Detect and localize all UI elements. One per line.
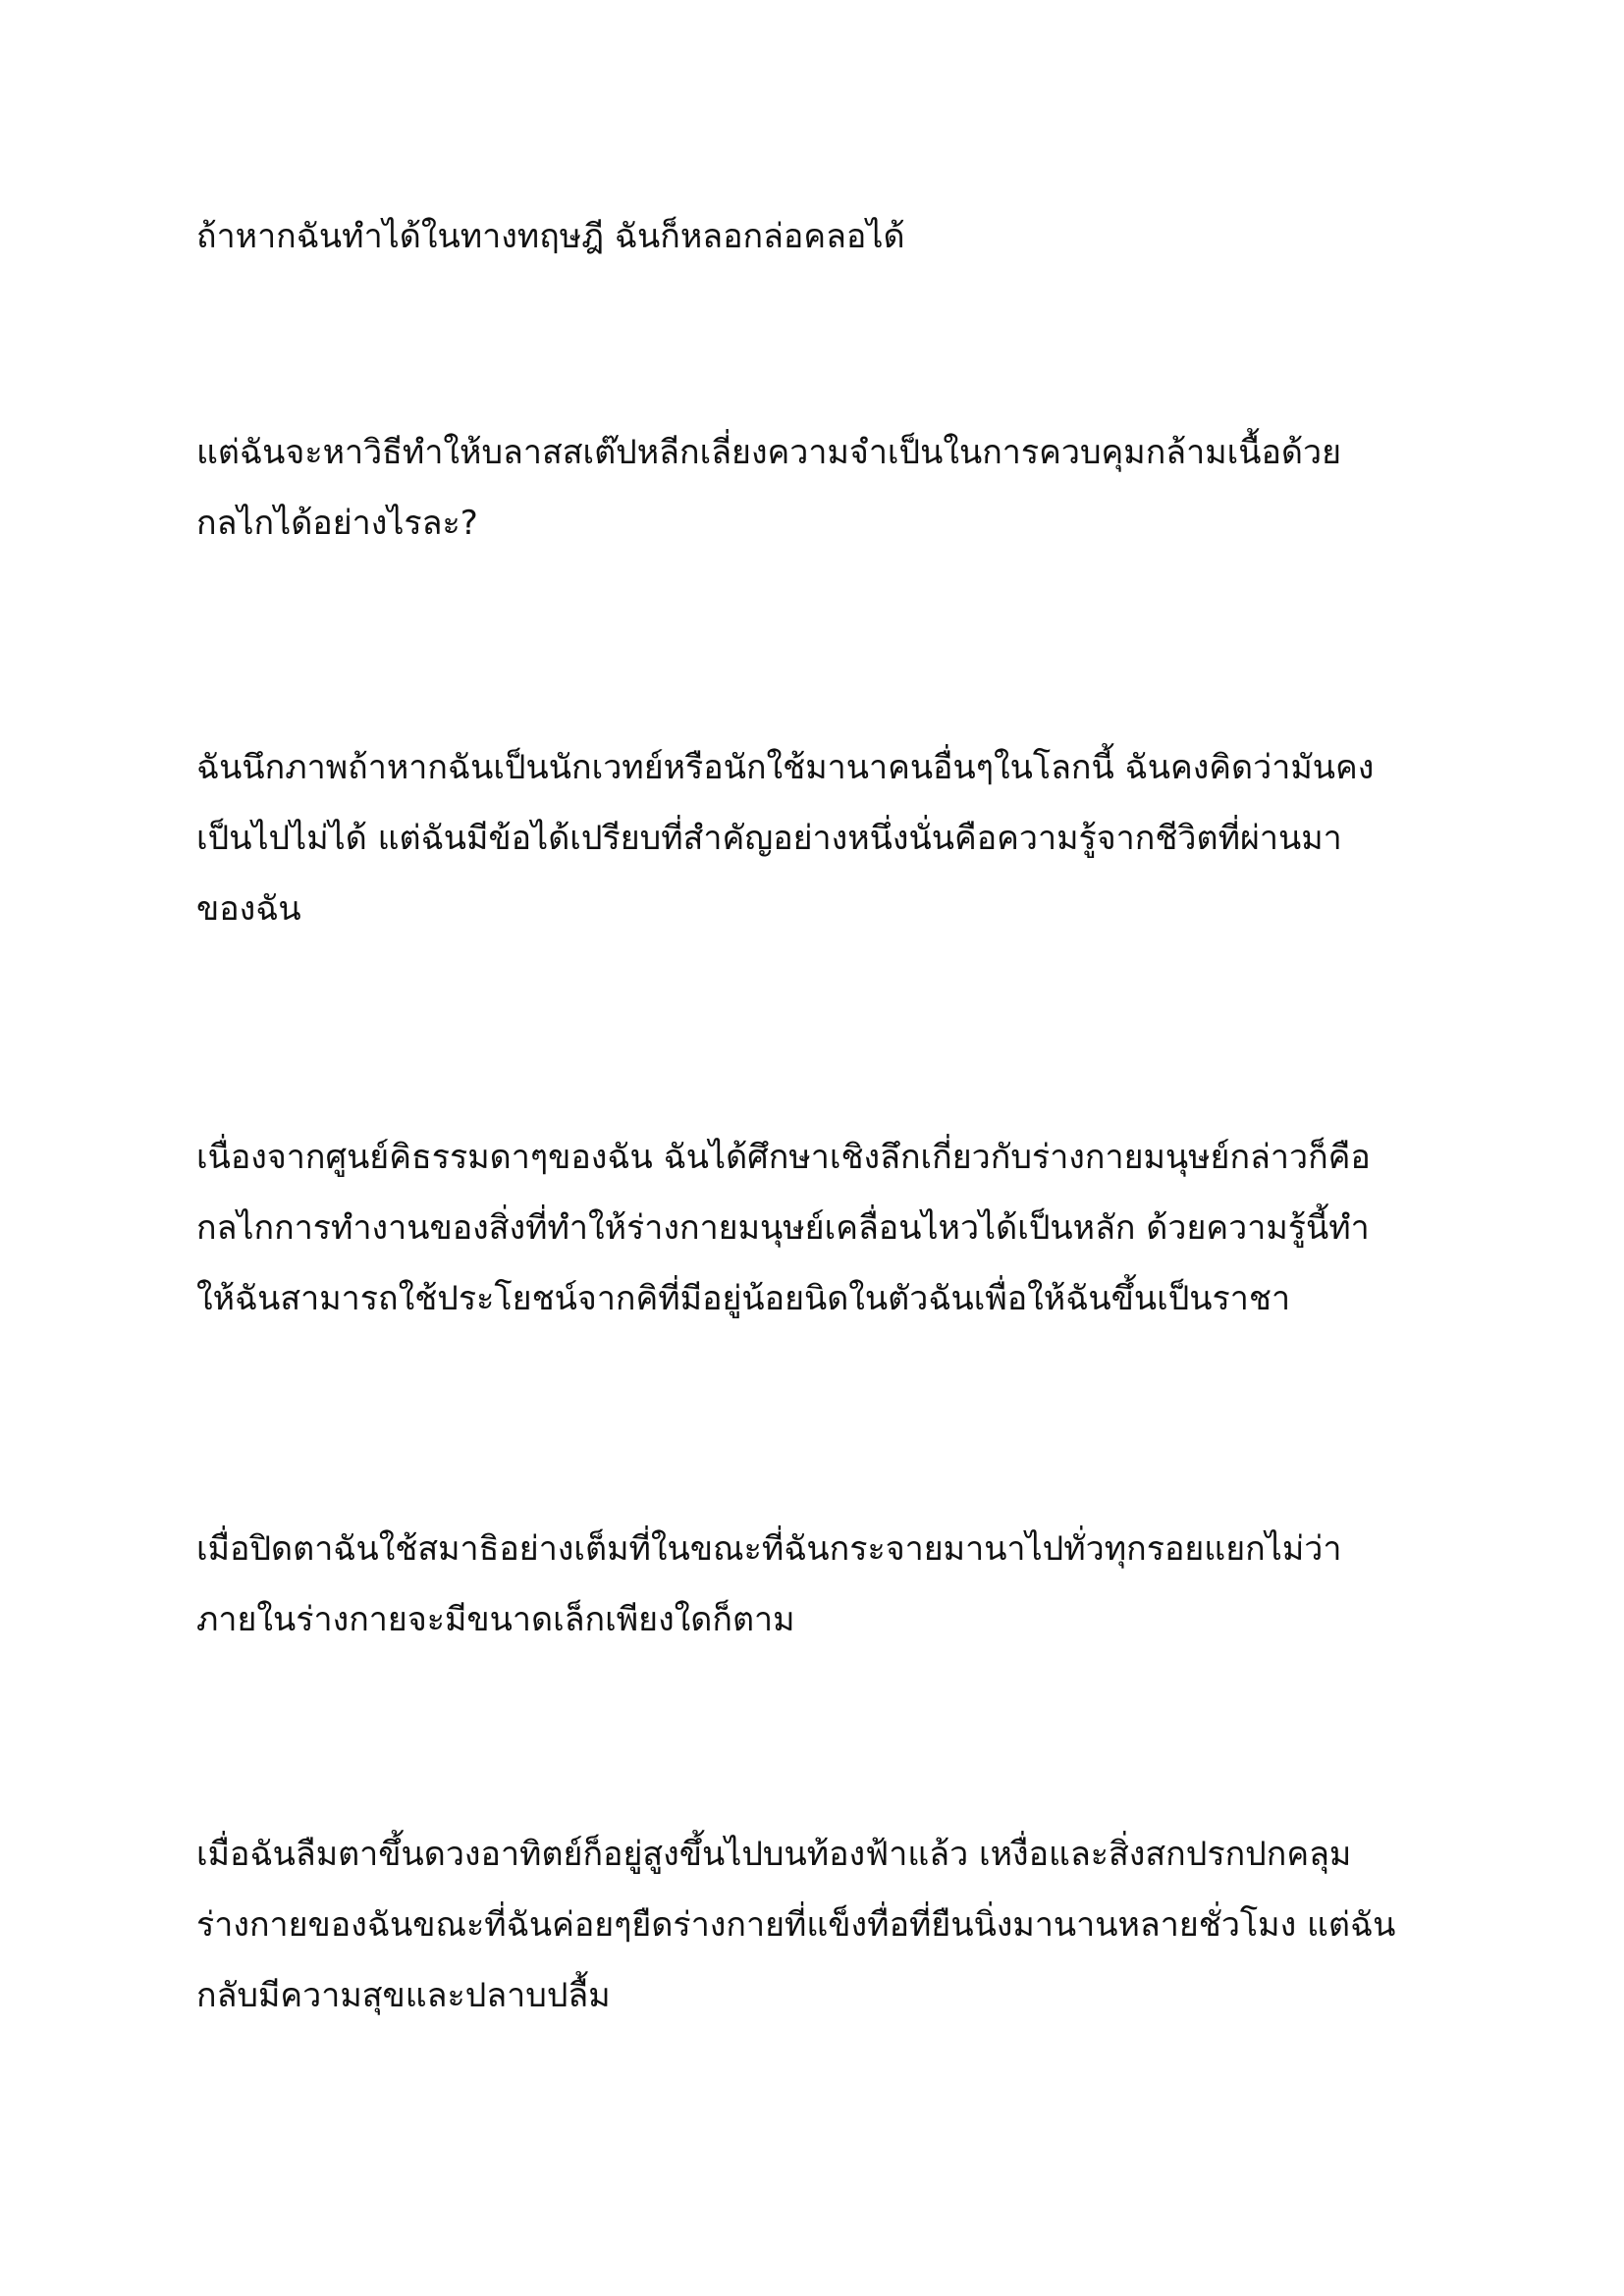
text-line: เนื่องจากศูนย์คิธรรมดาๆของฉัน ฉันได้ศึกษาเชิงลึกเกี่ยวกับร่างกายมนุษย์กล่าวก็คือ bbox=[196, 1138, 1371, 1177]
text-line: ร่างกายของฉันขณะที่ฉันค่อยๆยืดร่างกายที่แข็งทื่อที่ยืนนิ่งมานานหลายชั่วโมง แต่ฉัน bbox=[196, 1905, 1396, 1945]
text-line: กลไกการทำงานของสิ่งที่ทำให้ร่างกายมนุษย์เคลื่อนไหวได้เป็นหลัก ด้วยความรู้นี้ทำ bbox=[196, 1208, 1370, 1248]
text-line: เมื่อปิดตาฉันใช้สมาธิอย่างเต็มที่ในขณะที่ฉันกระจายมานาไปทั่วทุกรอยแยกไม่ว่า bbox=[196, 1529, 1342, 1569]
text-line: กลับมีความสุขและปลาบปลื้ม bbox=[196, 1976, 611, 2015]
text-line: ให้ฉันสามารถใช้ประโยชน์จากคิที่มีอยู่น้อยนิดในตัวฉันเพื่อให้ฉันขึ้นเป็นราชา bbox=[196, 1279, 1291, 1318]
paragraph bbox=[196, 732, 1453, 944]
text-line: เป็นไปไม่ได้ แต่ฉันมีข้อได้เปรียบที่สำคัญอย่างหนึ่งนั่นคือความรู้จากชีวิตที่ผ่านมา bbox=[196, 819, 1342, 858]
paragraph bbox=[196, 417, 1453, 559]
text-line: ของฉัน bbox=[196, 889, 301, 929]
paragraph bbox=[196, 1514, 1453, 1655]
paragraph bbox=[196, 1819, 1453, 2031]
text-line: ภายในร่างกายจะมีขนาดเล็กเพียงใดก็ตาม bbox=[196, 1600, 795, 1639]
text-line: เมื่อฉันลืมตาขึ้นดวงอาทิตย์ก็อยู่สูงขึ้นไปบนท้องฟ้าแล้ว เหงื่อและสิ่งสกปรกปกคลุม bbox=[196, 1835, 1352, 1874]
text-line: ถ้าหากฉันทำได้ในทางทฤษฎี ฉันก็หลอกล่อคลอได้ bbox=[196, 217, 905, 256]
text-line: แต่ฉันจะหาวิธีทำให้บลาสสเต๊ปหลีกเลี่ยงความจำเป็นในการควบคุมกล้ามเนื้อด้วย bbox=[196, 433, 1342, 472]
paragraph bbox=[196, 201, 1453, 272]
paragraph bbox=[196, 1122, 1453, 1334]
text-line: ฉันนึกภาพถ้าหากฉันเป็นนักเวทย์หรือนักใช้มานาคนอื่นๆในโลกนี้ ฉันคงคิดว่ามันคง bbox=[196, 748, 1375, 787]
text-line: กลไกได้อย่างไรละ? bbox=[196, 504, 478, 543]
